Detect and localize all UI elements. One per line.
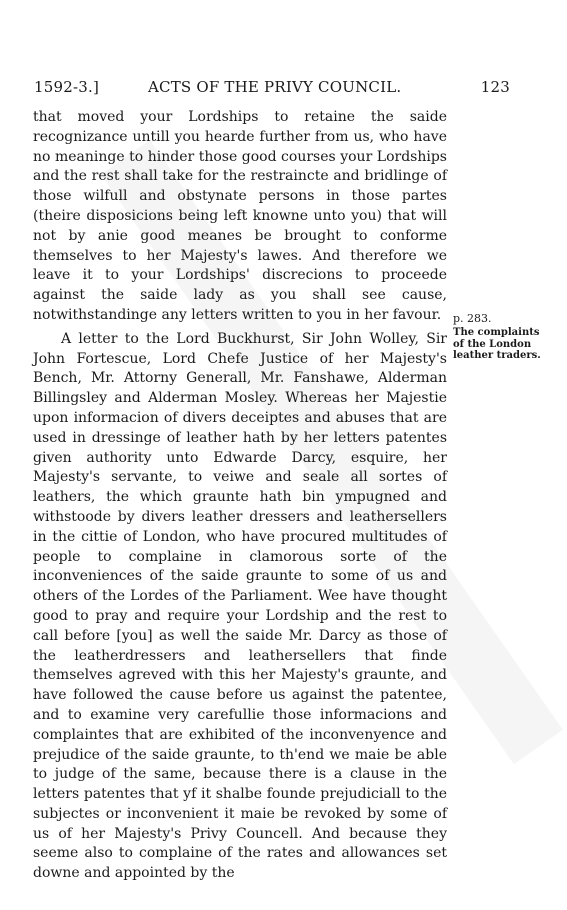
margin-notes — [453, 313, 543, 362]
header-year: 1592-3.] — [34, 78, 100, 96]
header-title: ACTS OF THE PRIVY COUNCIL. — [148, 78, 402, 96]
running-header — [28, 78, 510, 102]
margin-note: The complaints of the London leather traders. — [453, 327, 541, 361]
margin-page-reference: p. 283. — [453, 312, 492, 325]
page-number: 123 — [480, 78, 510, 96]
body-text — [33, 108, 447, 884]
paragraph-letter: A letter to the Lord Buckhurst, Sir John Wolley, Sir John Fortescue, Lord Chefe Justice of her Majesty's Bench, Mr. Attorny Generall, Mr. Fanshawe, Alderman Billingsley and Alderman Mosley. Whereas her Majestie upon informacion of divers deceiptes and abuses that are used in dressinge of leather hath by her letters patentes given authority unto Edwarde Darcy, esquire, her Majesty's servante, to veiwe and seale all sortes of leathers, the which graunte hath bin ympugned and withstoode by divers leather dressers and leathersellers in the cittie of London, who have procured multitudes of people to complaine in clamorous sorte of the inconveniences of the saide graunte to some of us and others of the Lordes of the Parliament. Wee have thought good to pray and require your Lordship and the rest to call before [you] as well the saide Mr. Darcy as those of the leatherdressers and leathersellers that finde themselves agreved with this her Majesty's graunte, and have followed the cause before us against the patentee, and to examine very carefullie those informacions and complaintes that are exhibited of the inconvenyence and prejudice of the saide graunte, to th'end we maie be able to judge of the same, because there is a clause in the letters patentes that yf it shalbe founde prejudiciall to the subjectes or inconvenient it maie be revoked by some of us of her Majesty's Privy Councell. And because they seeme also to complaine of the rates and allowances set downe and appointed by the — [33, 330, 447, 882]
paragraph-continued: that moved your Lordships to retaine the saide recognizance untill you hearde further from us, who have no meaninge to hinder those good courses your Lordships and the rest shall take for the restraincte and bridlinge of those wilfull and obstynate persons in those partes (theire disposicions being left knowne unto you) that will not by anie good meanes be brought to conforme themselves to her Majesty's lawes. And therefore we leave it to your Lordships' discrecions to proceede against the saide lady as you shall see cause, notwithstandinge any letters written to you in her favour. — [33, 109, 447, 323]
